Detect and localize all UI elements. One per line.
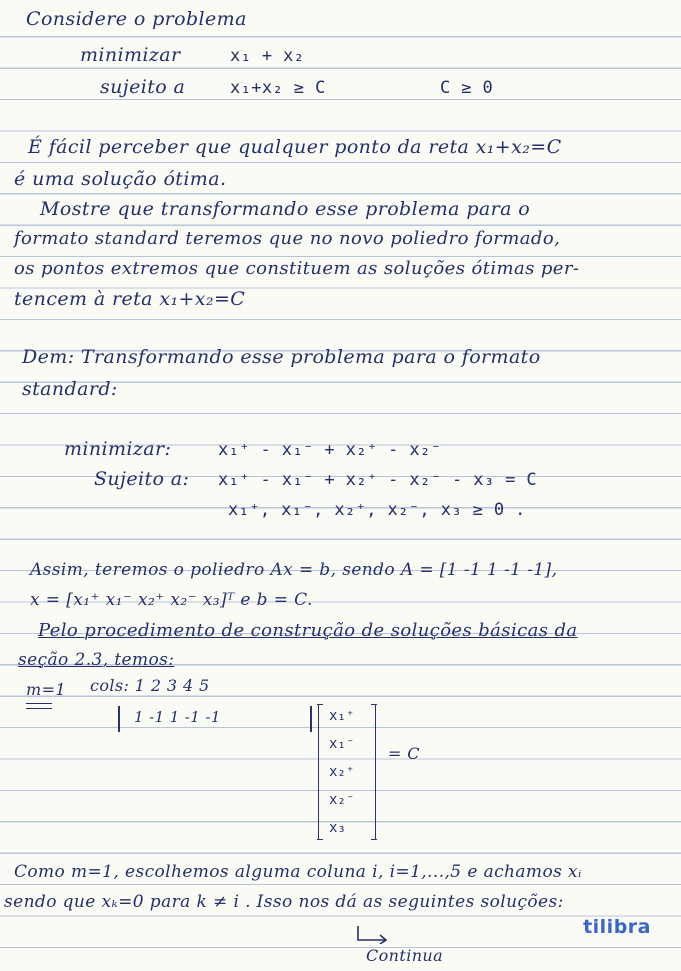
- constraint-condition: C ≥ 0: [440, 78, 494, 98]
- std-objective-label: minimizar:: [64, 438, 172, 460]
- m-equals-1: m=1: [26, 680, 66, 699]
- vector-x: [318, 704, 376, 840]
- vector-entry-5: x₃: [329, 820, 346, 836]
- text-line-20: sendo que xₖ=0 para k ≠ i . Isso nos dá as seguintes soluções:: [4, 892, 564, 912]
- proof-line-1: Dem: Transformando esse problema para o formato: [22, 346, 541, 368]
- text-line-6: Mostre que transformando esse problema para o: [40, 198, 531, 220]
- matrix-A-values: 1 -1 1 -1 -1: [134, 708, 221, 726]
- vector-entry-1: x₁⁺: [329, 708, 355, 724]
- m1-double-underline: [26, 703, 52, 709]
- std-constraint-label: Sujeito a:: [94, 468, 190, 490]
- tilibra-logo: tilibra: [583, 916, 651, 938]
- proof-line-2: standard:: [22, 378, 118, 400]
- text-line-17: Pelo procedimento de construção de soluções básicas da: [38, 620, 578, 641]
- equals-c: = C: [388, 744, 420, 763]
- objective-expr: x₁ + x₂: [230, 46, 305, 66]
- text-line-7: formato standard teremos que no novo poliedro formado,: [14, 228, 561, 249]
- text-line-9: tencem à reta x₁+x₂=C: [14, 288, 246, 310]
- text-line-18: seção 2.3, temos:: [18, 650, 175, 670]
- text-line-4: É fácil perceber que qualquer ponto da reta x₁+x₂=C: [28, 136, 562, 158]
- column-numbers: cols: 1 2 3 4 5: [90, 676, 210, 695]
- std-constraint-expr: x₁⁺ - x₁⁻ + x₂⁺ - x₂⁻ - x₃ = C: [218, 470, 538, 490]
- continue-arrow-icon: [356, 924, 390, 944]
- continua-label: Continua: [366, 946, 444, 965]
- text-line-16: x = [x₁⁺ x₁⁻ x₂⁺ x₂⁻ x₃]ᵀ e b = C.: [30, 590, 313, 610]
- objective-label: minimizar: [80, 44, 181, 66]
- text-line-5: é uma solução ótima.: [14, 168, 227, 190]
- text-line-8: os pontos extremos que constituem as soluções ótimas per-: [14, 258, 580, 279]
- constraint-label: sujeito a: [100, 76, 186, 98]
- text-line-1: Considere o problema: [26, 8, 247, 30]
- matrix-A: [118, 706, 312, 732]
- text-line-19: Como m=1, escolhemos alguma coluna i, i=1,...,5 e achamos xᵢ: [14, 862, 582, 882]
- vector-entry-2: x₁⁻: [329, 736, 355, 752]
- constraint-expr: x₁+x₂ ≥ C: [230, 78, 326, 98]
- vector-entry-4: x₂⁻: [329, 792, 355, 808]
- vector-entry-3: x₂⁺: [329, 764, 355, 780]
- text-line-15: Assim, teremos o poliedro Ax = b, sendo A = [1 -1 1 -1 -1],: [30, 560, 558, 580]
- std-objective-expr: x₁⁺ - x₁⁻ + x₂⁺ - x₂⁻: [218, 440, 442, 460]
- std-nonneg-expr: x₁⁺, x₁⁻, x₂⁺, x₂⁻, x₃ ≥ 0 .: [228, 500, 526, 520]
